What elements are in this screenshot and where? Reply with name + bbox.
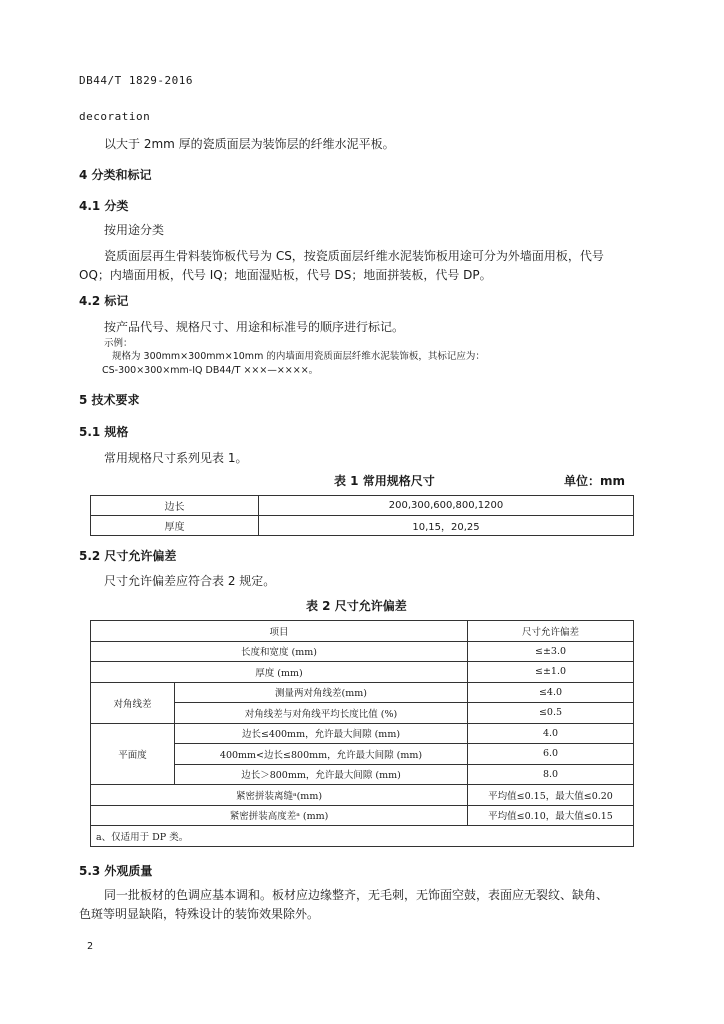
- table-cell: 边长＞800mm，允许最大间隙 (mm): [175, 764, 468, 785]
- section-5-heading: 5 技术要求: [79, 393, 140, 407]
- table-cell: 8.0: [468, 764, 634, 785]
- table-row: [91, 682, 634, 703]
- table-cell: 测量两对角线差(mm): [175, 682, 468, 703]
- table-cell: 10,15，20,25: [259, 516, 634, 536]
- table-2-caption: 表 2 尺寸允许偏差: [306, 599, 407, 613]
- section-4-1-paragraph-a: 瓷质面层再生骨料装饰板代号为 CS，按瓷质面层纤维水泥装饰板用途可分为外墙面用板，代号: [104, 249, 604, 263]
- table-cell: 紧密拼装高度差ᵃ (mm): [91, 805, 468, 826]
- table-2: [90, 620, 634, 847]
- term-definition: 以大于 2mm 厚的瓷质面层为装饰层的纤维水泥平板。: [104, 137, 395, 151]
- example-label: 示例：: [104, 338, 133, 349]
- table-row: [91, 805, 634, 826]
- table-row: [91, 785, 634, 806]
- example-text-b: CS-300×300×mm-IQ DB44/T ×××—××××。: [102, 365, 319, 376]
- table-row: [91, 621, 634, 642]
- table-cell: ≤±1.0: [468, 662, 634, 683]
- table-cell: 4.0: [468, 723, 634, 744]
- table-cell: 紧密拼装离缝ᵃ(mm): [91, 785, 468, 806]
- table-1-caption: 表 1 常用规格尺寸: [334, 474, 435, 488]
- table-cell: 400mm<边长≤800mm，允许最大间隙 (mm): [175, 744, 468, 765]
- table-row: [91, 496, 634, 516]
- section-4-2-line: 按产品代号、规格尺寸、用途和标准号的顺序进行标记。: [104, 320, 405, 334]
- table-1-unit: 单位：mm: [564, 474, 626, 488]
- table-row: [91, 826, 634, 847]
- table-cell: 6.0: [468, 744, 634, 765]
- page-number: 2: [87, 941, 94, 952]
- table-row: [91, 641, 634, 662]
- table-1: [90, 495, 634, 536]
- table-cell: 200,300,600,800,1200: [259, 496, 634, 516]
- section-4-1-paragraph-b: OQ；内墙面用板，代号 IQ；地面湿贴板，代号 DS；地面拼装板，代号 DP。: [79, 268, 492, 282]
- table-cell: 平均值≤0.15，最大值≤0.20: [468, 785, 634, 806]
- section-4-heading: 4 分类和标记: [79, 168, 152, 182]
- section-4-2-heading: 4.2 标记: [79, 294, 129, 308]
- section-5-3-heading: 5.3 外观质量: [79, 864, 153, 878]
- table-cell: ≤±3.0: [468, 641, 634, 662]
- section-5-3-paragraph-b: 色斑等明显缺陷，特殊设计的装饰效果除外。: [79, 907, 320, 921]
- term-name: decoration: [79, 110, 151, 123]
- table-header-tolerance: 尺寸允许偏差: [468, 621, 634, 642]
- table-cell: 对角线差与对角线平均长度比值 (%): [175, 703, 468, 724]
- table-cell: ≤4.0: [468, 682, 634, 703]
- table-group-cell: 对角线差: [91, 682, 175, 723]
- table-header-item: 项目: [91, 621, 468, 642]
- table-cell: 平均值≤0.10，最大值≤0.15: [468, 805, 634, 826]
- table-row: [91, 723, 634, 744]
- table-cell: 长度和宽度 (mm): [91, 641, 468, 662]
- table-group-cell: 平面度: [91, 723, 175, 785]
- section-5-2-heading: 5.2 尺寸允许偏差: [79, 549, 177, 563]
- section-5-2-line: 尺寸允许偏差应符合表 2 规定。: [104, 574, 276, 588]
- standard-number: DB44/T 1829-2016: [79, 74, 193, 87]
- table-cell: ≤0.5: [468, 703, 634, 724]
- table-note: a、仅适用于 DP 类。: [91, 826, 634, 847]
- section-4-1-line: 按用途分类: [104, 223, 165, 237]
- example-text-a: 规格为 300mm×300mm×10mm 的内墙面用瓷质面层纤维水泥装饰板，其标记应为：: [112, 351, 485, 362]
- section-5-3-paragraph-a: 同一批板材的色调应基本调和。板材应边缘整齐，无毛刺，无饰面空鼓，表面应无裂纹、缺角、: [104, 888, 609, 902]
- table-cell: 边长≤400mm，允许最大间隙 (mm): [175, 723, 468, 744]
- table-row: [91, 516, 634, 536]
- table-cell: 边长: [91, 496, 259, 516]
- table-cell: 厚度: [91, 516, 259, 536]
- section-4-1-heading: 4.1 分类: [79, 199, 129, 213]
- table-row: [91, 662, 634, 683]
- section-5-1-line: 常用规格尺寸系列见表 1。: [104, 451, 248, 465]
- section-5-1-heading: 5.1 规格: [79, 425, 129, 439]
- table-cell: 厚度 (mm): [91, 662, 468, 683]
